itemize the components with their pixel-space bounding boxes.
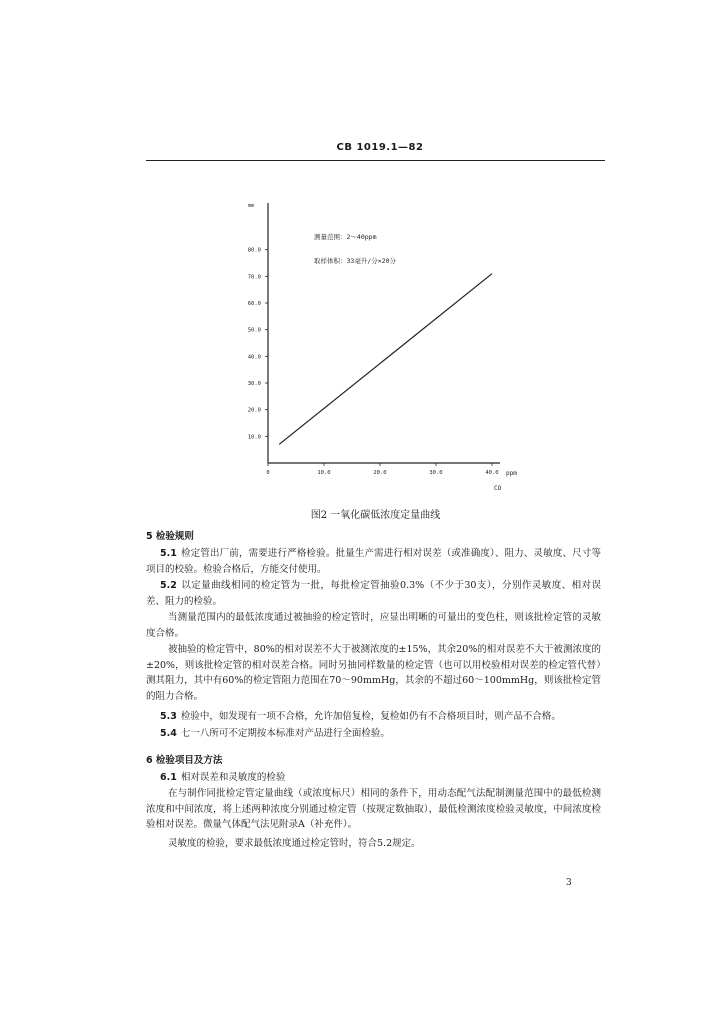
paragraph-text: 检验中，如发现有一项不合格，允许加倍复检，复检如仍有不合格项目时，则产品不合格。 [180,711,561,722]
paragraph-5-4 [146,726,601,742]
calibration-chart-svg [230,195,520,500]
paragraph-text: 检定管出厂前，需要进行严格检验。批量生产需进行相对误差（或准确度）、阻力、灵敏度、尺寸等项目的校验。检验合格后，方能交付使用。 [146,548,601,575]
x-axis-label: ppm [506,470,517,477]
paragraph-number: 5.2 [160,580,177,591]
y-tick-label: 20.0 [247,407,261,414]
paragraph-sensitivity-test [146,836,601,852]
y-tick-label: 10.0 [247,434,261,441]
calibration-chart [230,195,520,500]
section-5-heading: 5 检验规则 [146,531,194,542]
y-tick-label: 60.0 [247,301,261,307]
y-tick-label: 40.0 [247,354,261,361]
paragraph-text: 被抽验的检定管中，80%的相对误差不大于被测浓度的±15%，其余20%的相对误差不大于被测浓度的±20%，则该批检定管的相对误差合格。同时另抽同样数量的检定管（也可以用校验相对误差的检定管代替）测其阻力，其中有60%的检定管阻力范围在70～90mmHg，其余的不超过60～100mmHg，则该批检定管的阻力合格。 [146,644,601,702]
paragraph-5-2 [146,578,601,609]
paragraph-5-3 [146,709,601,725]
paragraph-text: 在与制作同批检定管定量曲线（或浓度标尺）相同的条件下，用动态配气法配制测量范围中的最低检测浓度和中间浓度，将上述两种浓度分别通过检定管（按规定数抽取），最低检测浓度检验灵敏度，中间浓度检验相对误差。微量气体配气法见附录A（补充件）。 [146,788,601,830]
header-rule [146,160,605,161]
x-tick-label: 10.0 [317,470,331,476]
paragraph-number: 5.1 [160,548,177,559]
y-axis-label: mm [248,203,255,209]
paragraph-sensitivity-criterion [146,610,601,641]
chart-annotation-volume: 取样体积：33毫升/分×20分 [314,257,396,265]
series-line-co [279,274,492,445]
paragraph-text: 当测量范围内的最低浓度通过被抽验的检定管时，应显出明晰的可量出的变色柱，则该批检定管的灵敏度合格。 [146,612,601,639]
x-tick-label: 40.0 [485,470,499,476]
x-tick-label: 30.0 [429,470,443,476]
figure-caption: 图2 一氧化碳低浓度定量曲线 [310,510,441,521]
y-tick-label: 30.0 [247,381,261,387]
paragraph-text: 相对误差和灵敏度的检验 [180,772,286,783]
chart-annotation-range: 测量范围：2～40ppm [314,233,377,241]
paragraph-number: 5.4 [160,728,177,739]
paragraph-error-resistance-criterion [146,642,601,704]
page-number: 3 [566,878,572,888]
standard-code: CB 1019.1—82 [336,142,424,153]
paragraph-text: 灵敏度的检验，要求最低浓度通过检定管时，符合5.2规定。 [168,838,421,849]
paragraph-text: 七一八所可不定期按本标准对产品进行全面检验。 [180,728,390,739]
paragraph-5-1 [146,546,601,577]
paragraph-number: 6.1 [160,772,177,783]
x-tick-label: 20.0 [373,470,387,476]
y-tick-label: 80.0 [247,247,261,254]
x-tick-label: 0 [266,470,270,476]
y-tick-label: 50.0 [247,327,261,334]
section-6-heading: 6 检验项目及方法 [146,755,223,766]
paragraph-test-procedure [146,786,601,833]
y-tick-label: 70.0 [247,274,261,281]
paragraph-number: 5.3 [160,711,177,722]
x-axis-sublabel: CO [494,485,502,492]
paragraph-text: 以定量曲线相同的检定管为一批，每批检定管抽验0.3%（不少于30支），分别作灵敏度、相对误差、阻力的检验。 [146,580,601,607]
paragraph-6-1 [146,770,601,786]
